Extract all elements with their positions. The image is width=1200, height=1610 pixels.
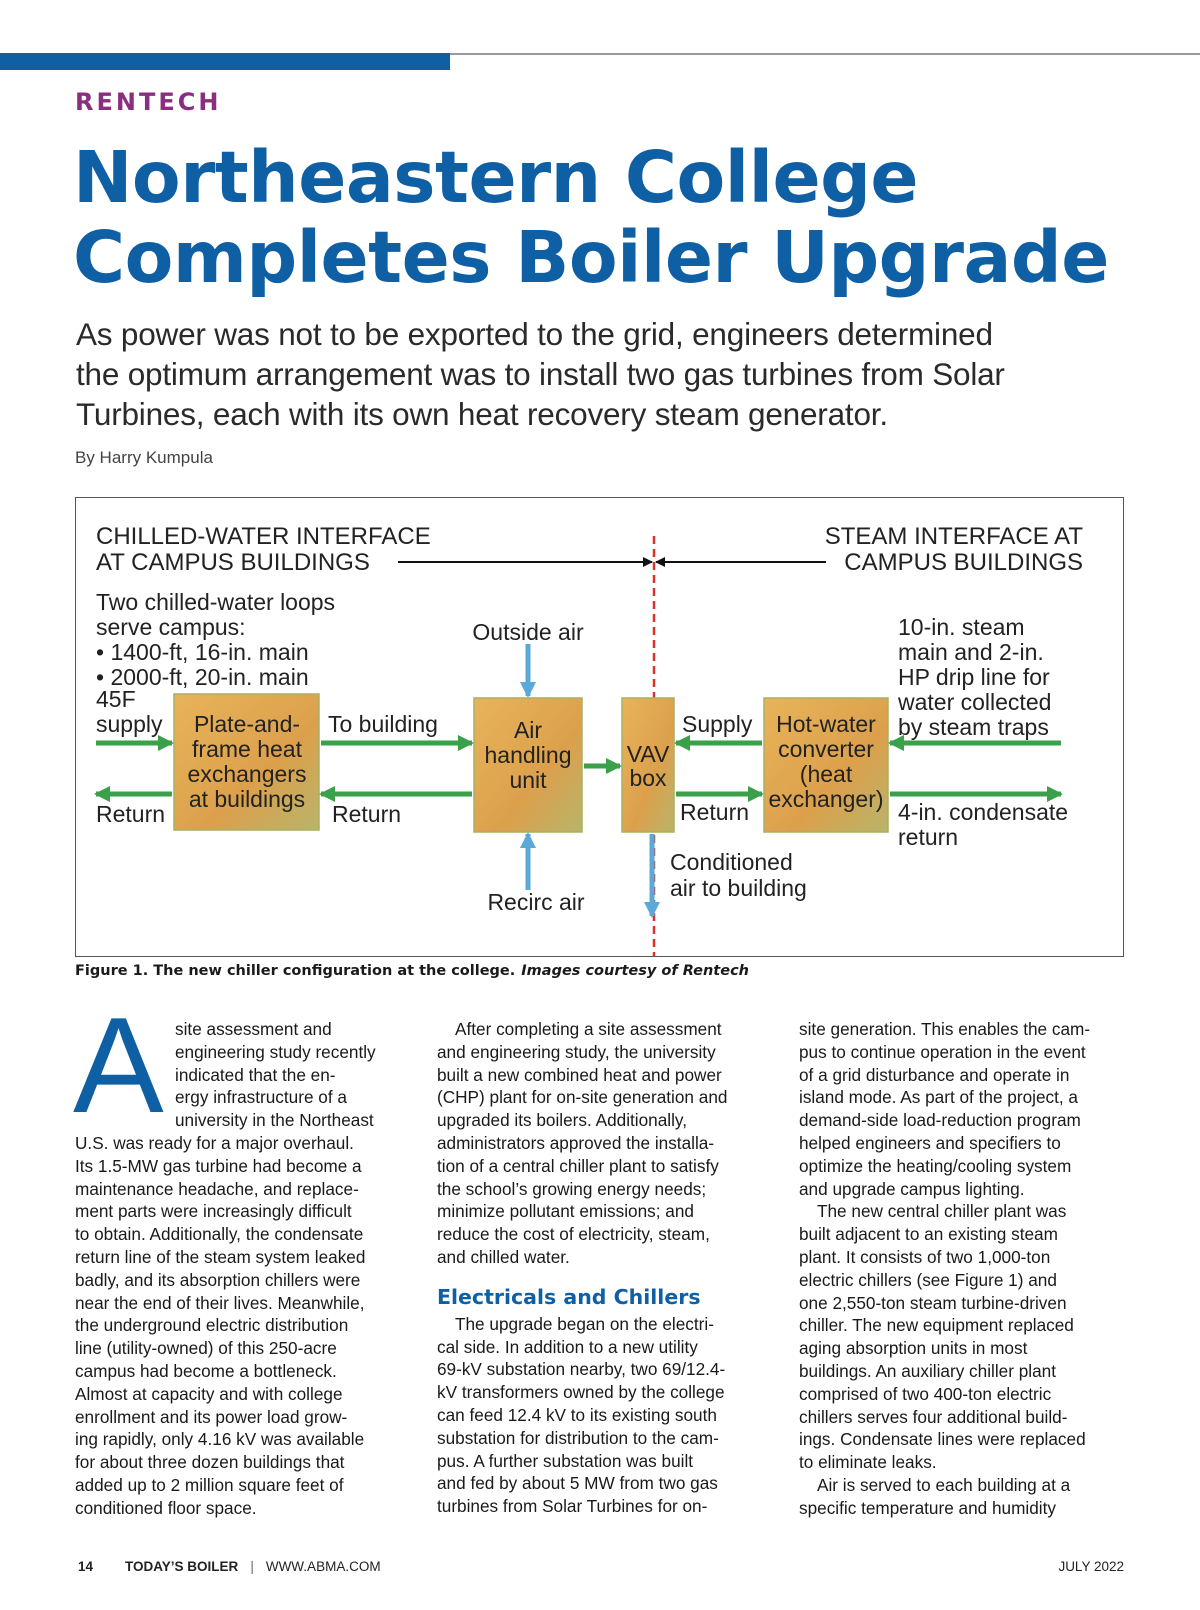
- steam-main-label: by steam traps: [898, 714, 1049, 740]
- conditioned-air-label: air to building: [670, 875, 807, 901]
- body-line: demand-side load-reduction program: [799, 1110, 1081, 1131]
- supply-right-label: Supply: [682, 711, 753, 737]
- recirc-air-label: Recirc air: [487, 889, 585, 915]
- caption-text: Figure 1. The new chiller configuration at the college.: [75, 963, 516, 979]
- hw-box-label: converter: [778, 736, 874, 762]
- right-title-line: STEAM INTERFACE AT: [824, 523, 1083, 550]
- issue-date: JULY 2022: [1058, 1559, 1124, 1574]
- body-line: plant. It consists of two 1,000-ton: [799, 1246, 1051, 1267]
- body-line: substation for distribution to the cam-: [437, 1427, 719, 1448]
- right-title: [825, 523, 1084, 576]
- header-accent-bar: [0, 53, 450, 70]
- body-line: chiller. The new equipment replaced: [799, 1315, 1074, 1336]
- body-line: line (utility-owned) of this 250-acre: [75, 1338, 337, 1359]
- loops-description: [96, 589, 335, 690]
- body-line: The upgrade began on the electri-: [455, 1313, 714, 1334]
- figure-diagram: [75, 497, 1124, 957]
- body-line: to eliminate leaks.: [799, 1452, 937, 1473]
- body-line: ergy infrastructure of a: [175, 1087, 347, 1108]
- section-label: RENTECH: [75, 88, 222, 116]
- steam-main-label: main and 2-in.: [898, 639, 1044, 665]
- supply-45f-label: supply: [96, 711, 163, 737]
- body-line: and chilled water.: [437, 1246, 570, 1267]
- body-column-1: [75, 1018, 405, 1520]
- page-title: [73, 138, 1153, 298]
- body-line: enrollment and its power load grow-: [75, 1406, 348, 1427]
- body-line: The new central chiller plant was: [817, 1201, 1067, 1222]
- body-line: maintenance headache, and replace-: [75, 1178, 359, 1199]
- body-line: site assessment and: [175, 1019, 332, 1039]
- body-line: badly, and its absorption chillers were: [75, 1269, 361, 1290]
- paragraph: [799, 1018, 1129, 1200]
- return-mid-label: Return: [332, 801, 402, 827]
- body-line: specific temperature and humidity: [799, 1497, 1056, 1518]
- title-line: Completes Boiler Upgrade: [73, 216, 1109, 299]
- body-line: return line of the steam system leaked: [75, 1246, 366, 1267]
- hw-box-label: Hot-water: [776, 711, 876, 737]
- hw-box-label: (heat: [799, 761, 853, 787]
- vav-label: VAV: [626, 741, 670, 767]
- body-line: administrators approved the installa-: [437, 1132, 715, 1153]
- loops-line: Two chilled-water loops: [96, 589, 336, 615]
- body-line: turbines from Solar Turbines for on-: [437, 1496, 708, 1517]
- body-line: and upgrade campus lighting.: [799, 1178, 1025, 1199]
- deck-subtitle: [76, 314, 1156, 434]
- body-line: conditioned floor space.: [75, 1497, 257, 1518]
- loops-line: serve campus:: [96, 614, 246, 640]
- paragraph: [75, 1132, 405, 1520]
- left-title-line: AT CAMPUS BUILDINGS: [96, 549, 370, 576]
- drop-cap: A: [73, 989, 164, 1141]
- body-line: chillers serves four additional build-: [799, 1406, 1068, 1427]
- dropcap-paragraph: [75, 1018, 405, 1132]
- body-line: 69-kV substation nearby, two 69/12.4-: [437, 1359, 726, 1380]
- paragraph: [437, 1313, 767, 1518]
- body-line: and engineering study, the university: [437, 1041, 716, 1062]
- body-line: for about three dozen buildings that: [75, 1452, 345, 1473]
- ahu-label: unit: [509, 767, 547, 793]
- left-title-line: CHILLED-WATER INTERFACE: [96, 523, 431, 550]
- conditioned-air-label: Conditioned: [670, 849, 793, 875]
- title-line: Northeastern College: [73, 136, 919, 219]
- body-line: electric chillers (see Figure 1) and: [799, 1269, 1057, 1290]
- hw-box-label: exchanger): [768, 786, 884, 812]
- body-line: Almost at capacity and with college: [75, 1383, 343, 1404]
- vav-label: box: [629, 765, 667, 791]
- return-left-label: Return: [96, 801, 166, 827]
- to-building-label: To building: [328, 711, 438, 737]
- body-line: near the end of their lives. Meanwhile,: [75, 1292, 365, 1313]
- byline: By Harry Kumpula: [75, 448, 213, 467]
- steam-main-label: 10-in. steam: [898, 614, 1025, 640]
- condensate-label: return: [898, 824, 959, 850]
- caption-credit: Images courtesy of Rentech: [521, 963, 749, 979]
- left-title: [96, 523, 431, 576]
- return-right-label: Return: [680, 799, 750, 825]
- body-line: built a new combined heat and power: [437, 1064, 722, 1085]
- body-line: can feed 12.4 kV to its existing south: [437, 1404, 717, 1425]
- body-line: After completing a site assessment: [455, 1019, 722, 1039]
- body-column-3: [799, 1018, 1129, 1520]
- plate-box-label: at buildings: [188, 786, 306, 812]
- body-line: comprised of two 400-ton electric: [799, 1383, 1052, 1404]
- body-line: cal side. In addition to a new utility: [437, 1336, 698, 1357]
- right-title-line: CAMPUS BUILDINGS: [844, 549, 1083, 576]
- paragraph: [799, 1200, 1129, 1474]
- outside-air-label: Outside air: [472, 619, 584, 645]
- ahu-label: Air: [513, 717, 543, 743]
- body-line: (CHP) plant for on-site generation and: [437, 1087, 728, 1108]
- body-line: kV transformers owned by the college: [437, 1382, 725, 1403]
- body-line: tion of a central chiller plant to satisfy: [437, 1155, 719, 1176]
- condensate-label: 4-in. condensate: [898, 799, 1069, 825]
- loops-line: • 1400-ft, 16-in. main: [96, 639, 309, 665]
- body-line: aging absorption units in most: [799, 1338, 1028, 1359]
- supply-45f-label: 45F: [96, 686, 136, 712]
- page-number: 14: [78, 1559, 94, 1574]
- body-line: to obtain. Additionally, the condensate: [75, 1224, 364, 1245]
- body-line: pus. A further substation was built: [437, 1450, 694, 1471]
- plate-box-label: Plate-and-: [193, 711, 301, 737]
- body-line: optimize the heating/cooling system: [799, 1155, 1072, 1176]
- body-line: and fed by about 5 MW from two gas: [437, 1473, 718, 1494]
- body-line: island mode. As part of the project, a: [799, 1087, 1078, 1108]
- publication-name: TODAY’S BOILER: [125, 1559, 239, 1574]
- body-line: ing rapidly, only 4.16 kV was available: [75, 1429, 365, 1450]
- body-line: helped engineers and specifiers to: [799, 1132, 1061, 1153]
- body-line: U.S. was ready for a major overhaul.: [75, 1132, 354, 1153]
- body-line: Air is served to each building at a: [817, 1474, 1071, 1495]
- body-line: campus had become a bottleneck.: [75, 1360, 337, 1381]
- body-column-2: [437, 1018, 767, 1518]
- deck-line: Turbines, each with its own heat recovery steam generator.: [76, 396, 888, 432]
- paragraph: [799, 1474, 1129, 1520]
- steam-main-label: water collected: [898, 689, 1052, 715]
- paragraph: [437, 1018, 767, 1269]
- body-line: the school’s growing energy needs;: [437, 1178, 707, 1199]
- body-line: one 2,550-ton steam turbine-driven: [799, 1292, 1067, 1313]
- body-line: indicated that the en-: [175, 1064, 336, 1085]
- figure-caption: [75, 963, 749, 979]
- body-line: university in the Northeast: [175, 1110, 374, 1131]
- body-line: site generation. This enables the cam-: [799, 1019, 1091, 1039]
- plate-box-label: frame heat: [192, 736, 302, 762]
- ahu-label: handling: [484, 742, 572, 768]
- body-line: ment parts were increasingly difficult: [75, 1201, 352, 1222]
- body-line: ings. Condensate lines were replaced: [799, 1429, 1086, 1450]
- deck-line: As power was not to be exported to the grid, engineers determined: [76, 316, 993, 352]
- body-line: added up to 2 million square feet of: [75, 1474, 344, 1495]
- footer-separator: |: [250, 1559, 254, 1574]
- body-line: built adjacent to an existing steam: [799, 1224, 1058, 1245]
- plate-box-label: exchangers: [187, 761, 307, 787]
- body-line: minimize pollutant emissions; and: [437, 1201, 694, 1222]
- body-line: engineering study recently: [175, 1041, 376, 1062]
- body-line: reduce the cost of electricity, steam,: [437, 1224, 710, 1245]
- body-line: Its 1.5-MW gas turbine had become a: [75, 1155, 362, 1176]
- page-footer: [78, 1559, 1124, 1574]
- body-line: upgraded its boilers. Additionally,: [437, 1110, 688, 1131]
- steam-main-label: HP drip line for: [898, 664, 1050, 690]
- loops-line: • 2000-ft, 20-in. main: [96, 664, 309, 690]
- body-line: the underground electric distribution: [75, 1315, 349, 1336]
- body-line: pus to continue operation in the event: [799, 1041, 1086, 1062]
- body-line: of a grid disturbance and operate in: [799, 1064, 1070, 1085]
- chiller-diagram: [76, 498, 1124, 957]
- website-link[interactable]: WWW.ABMA.COM: [265, 1559, 381, 1574]
- section-subhead: Electricals and Chillers: [437, 1284, 701, 1309]
- body-line: buildings. An auxiliary chiller plant: [799, 1360, 1056, 1381]
- deck-line: the optimum arrangement was to install two gas turbines from Solar: [76, 356, 1005, 392]
